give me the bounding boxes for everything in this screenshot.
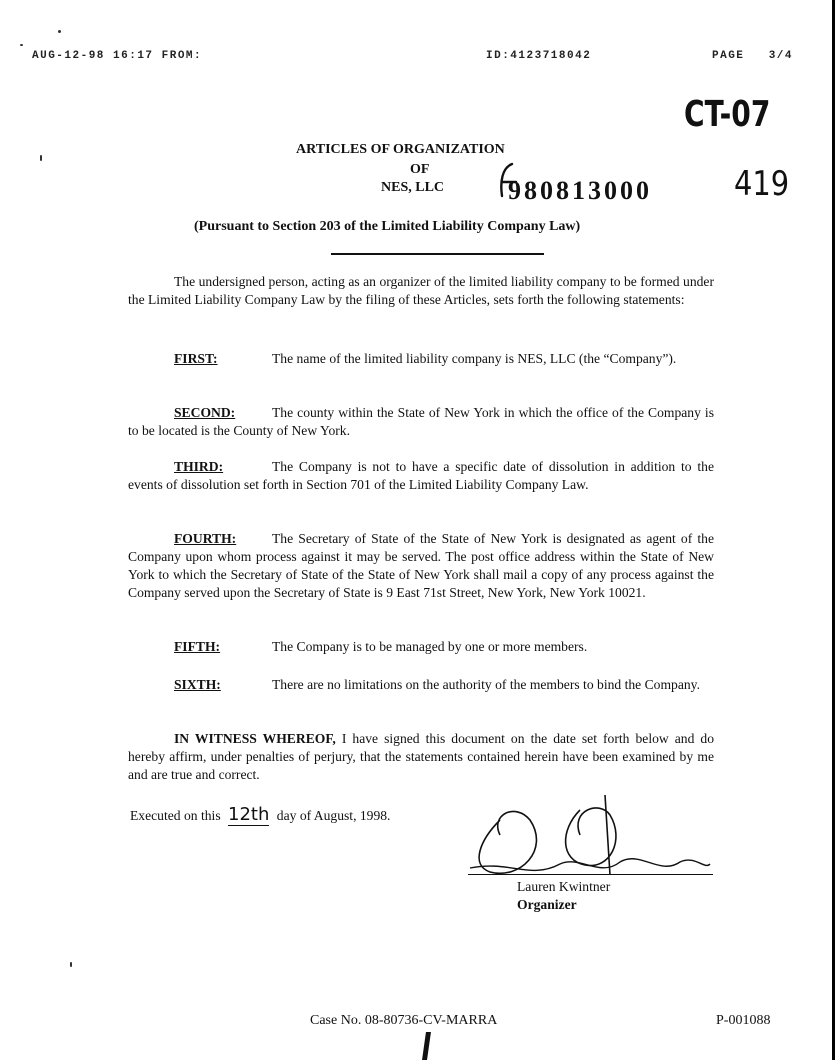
handwritten-number: 419 <box>734 164 790 204</box>
fax-header-date: AUG-12-98 16:17 FROM: <box>32 50 203 62</box>
executed-prefix: Executed on this <box>130 808 221 823</box>
handwritten-signature <box>460 790 720 890</box>
article-fourth-text: The Secretary of State of the State of New York is designated as agent of the Company upon whom process against it may be served. The post office address within the State of New York to which the Secretary of State of the State of New York shall mail a copy of any process against the Company served upon the Secretary of State is 9 East 71st Street, New York, New York 10021. <box>128 531 714 600</box>
article-sixth <box>128 676 714 694</box>
scan-speck <box>40 155 42 161</box>
footer-bates-number: P-001088 <box>716 1013 771 1028</box>
witness-lead: IN WITNESS WHEREOF, <box>174 731 336 746</box>
title-line-2: OF <box>410 162 430 177</box>
witness-paragraph <box>128 730 714 784</box>
title-subtitle: (Pursuant to Section 203 of the Limited Liability Company Law) <box>194 219 581 234</box>
filing-number-stamp: 980813000 <box>508 176 652 205</box>
scan-speck <box>70 962 72 967</box>
article-third-text: The Company is not to have a specific date of dissolution in addition to the events of dissolution set forth in Section 701 of the Limited Liability Company Law. <box>128 459 714 492</box>
article-first <box>128 350 714 368</box>
article-fourth <box>128 530 714 602</box>
signature-role: Organizer <box>517 897 577 912</box>
scan-speck <box>20 44 23 46</box>
witness-text: I have signed this document on the date set forth below and do hereby affirm, under penalties of perjury, that the statements contained herein have been examined by me and are true and correct. <box>128 731 714 782</box>
scan-speck <box>58 30 61 33</box>
signature-name: Lauren Kwintner <box>517 879 611 894</box>
scan-mark <box>422 1032 431 1060</box>
article-third <box>128 458 714 494</box>
article-fifth-text: The Company is to be managed by one or more members. <box>272 639 588 654</box>
article-fifth <box>128 638 714 656</box>
article-sixth-label: SIXTH: <box>174 677 221 692</box>
executed-line <box>130 804 390 826</box>
article-third-label: THIRD: <box>174 459 224 474</box>
intro-paragraph: The undersigned person, acting as an organizer of the limited liability company to be formed under the Limited Liability Company Law by the filing of these Articles, sets forth the following statements: <box>128 274 714 307</box>
signature-line <box>468 874 713 875</box>
article-first-label: FIRST: <box>174 351 218 366</box>
article-fourth-label: FOURTH: <box>174 531 237 546</box>
title-rule <box>331 253 544 255</box>
article-first-text: The name of the limited liability company is NES, LLC (the “Company”). <box>272 351 677 366</box>
title-line-1: ARTICLES OF ORGANIZATION <box>296 142 505 157</box>
footer-case-number: Case No. 08-80736-CV-MARRA <box>310 1013 498 1028</box>
ct-code-stamp: CT-07 <box>684 94 771 135</box>
article-sixth-text: There are no limitations on the authority of the members to bind the Company. <box>272 677 700 692</box>
fax-header-page: PAGE 3/4 <box>712 50 794 62</box>
article-fifth-label: FIFTH: <box>174 639 221 654</box>
title-line-3: NES, LLC <box>381 180 445 195</box>
fax-header-id: ID:4123718042 <box>486 50 592 62</box>
article-second-label: SECOND: <box>174 405 236 420</box>
article-second <box>128 404 714 440</box>
executed-suffix: day of August, 1998. <box>276 808 391 823</box>
executed-day: 12th <box>228 804 270 825</box>
article-second-text: The county within the State of New York in which the office of the Company is to be located is the County of New York. <box>128 405 714 438</box>
